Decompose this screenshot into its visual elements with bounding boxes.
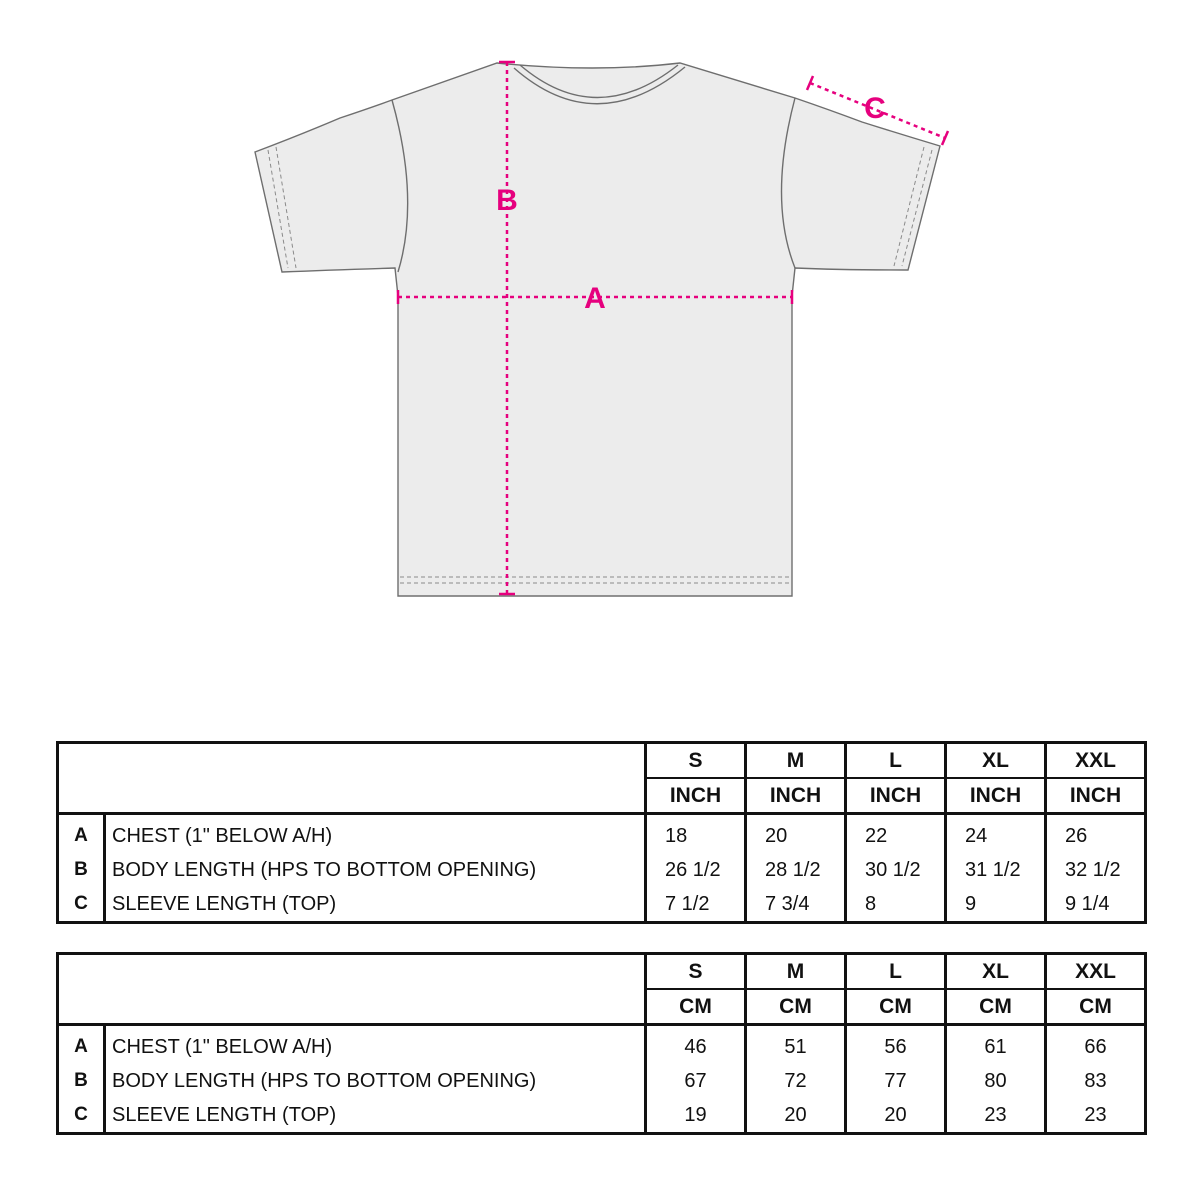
size-header-s: S <box>646 954 746 990</box>
size-header-l: L <box>846 743 946 779</box>
cell-value: 83 <box>1046 1064 1146 1098</box>
size-header-m: M <box>746 954 846 990</box>
marker-a-label: A <box>584 282 606 315</box>
cell-value: 66 <box>1046 1025 1146 1065</box>
row-key: B <box>58 853 105 887</box>
table-row <box>58 1098 1146 1134</box>
size-header-m: M <box>746 743 846 779</box>
table-row <box>58 814 1146 854</box>
cell-value: 23 <box>946 1098 1046 1134</box>
cell-value: 72 <box>746 1064 846 1098</box>
cell-value: 61 <box>946 1025 1046 1065</box>
row-key: A <box>58 1025 105 1065</box>
unit-header: INCH <box>946 778 1046 814</box>
unit-header: INCH <box>846 778 946 814</box>
size-table-inch <box>56 741 1147 924</box>
cell-value: 22 <box>846 814 946 854</box>
cell-value: 9 1/4 <box>1046 887 1146 923</box>
marker-c-label: C <box>864 92 886 125</box>
size-header-xl: XL <box>946 743 1046 779</box>
size-header-xl: XL <box>946 954 1046 990</box>
unit-header: INCH <box>1046 778 1146 814</box>
row-key: C <box>58 887 105 923</box>
t-shirt-outline <box>255 63 940 596</box>
cell-value: 31 1/2 <box>946 853 1046 887</box>
table-row <box>58 1025 1146 1065</box>
cell-value: 7 1/2 <box>646 887 746 923</box>
cell-value: 18 <box>646 814 746 854</box>
row-key: C <box>58 1098 105 1134</box>
table-row <box>58 1064 1146 1098</box>
unit-header: CM <box>746 989 846 1025</box>
table-corner <box>58 743 646 814</box>
unit-header: CM <box>646 989 746 1025</box>
cell-value: 26 <box>1046 814 1146 854</box>
row-label: SLEEVE LENGTH (TOP) <box>105 1098 646 1134</box>
row-label: BODY LENGTH (HPS TO BOTTOM OPENING) <box>105 853 646 887</box>
cell-value: 46 <box>646 1025 746 1065</box>
cell-value: 8 <box>846 887 946 923</box>
cell-value: 20 <box>746 814 846 854</box>
cell-value: 7 3/4 <box>746 887 846 923</box>
row-label: BODY LENGTH (HPS TO BOTTOM OPENING) <box>105 1064 646 1098</box>
cell-value: 24 <box>946 814 1046 854</box>
unit-header: CM <box>946 989 1046 1025</box>
table-row <box>58 853 1146 887</box>
marker-b-label: B <box>496 184 518 217</box>
cell-value: 28 1/2 <box>746 853 846 887</box>
cell-value: 20 <box>846 1098 946 1134</box>
unit-header: CM <box>846 989 946 1025</box>
unit-header: INCH <box>646 778 746 814</box>
cell-value: 23 <box>1046 1098 1146 1134</box>
table-corner <box>58 954 646 1025</box>
cell-value: 51 <box>746 1025 846 1065</box>
size-table-cm <box>56 952 1147 1135</box>
cell-value: 20 <box>746 1098 846 1134</box>
cell-value: 19 <box>646 1098 746 1134</box>
cell-value: 30 1/2 <box>846 853 946 887</box>
row-key: B <box>58 1064 105 1098</box>
table-row <box>58 887 1146 923</box>
size-header-xxl: XXL <box>1046 743 1146 779</box>
size-header-l: L <box>846 954 946 990</box>
cell-value: 80 <box>946 1064 1046 1098</box>
size-header-s: S <box>646 743 746 779</box>
cell-value: 32 1/2 <box>1046 853 1146 887</box>
row-label: CHEST (1" BELOW A/H) <box>105 1025 646 1065</box>
cell-value: 56 <box>846 1025 946 1065</box>
cell-value: 77 <box>846 1064 946 1098</box>
row-label: CHEST (1" BELOW A/H) <box>105 814 646 854</box>
unit-header: CM <box>1046 989 1146 1025</box>
row-label: SLEEVE LENGTH (TOP) <box>105 887 646 923</box>
row-key: A <box>58 814 105 854</box>
cell-value: 9 <box>946 887 1046 923</box>
unit-header: INCH <box>746 778 846 814</box>
size-header-xxl: XXL <box>1046 954 1146 990</box>
cell-value: 26 1/2 <box>646 853 746 887</box>
cell-value: 67 <box>646 1064 746 1098</box>
